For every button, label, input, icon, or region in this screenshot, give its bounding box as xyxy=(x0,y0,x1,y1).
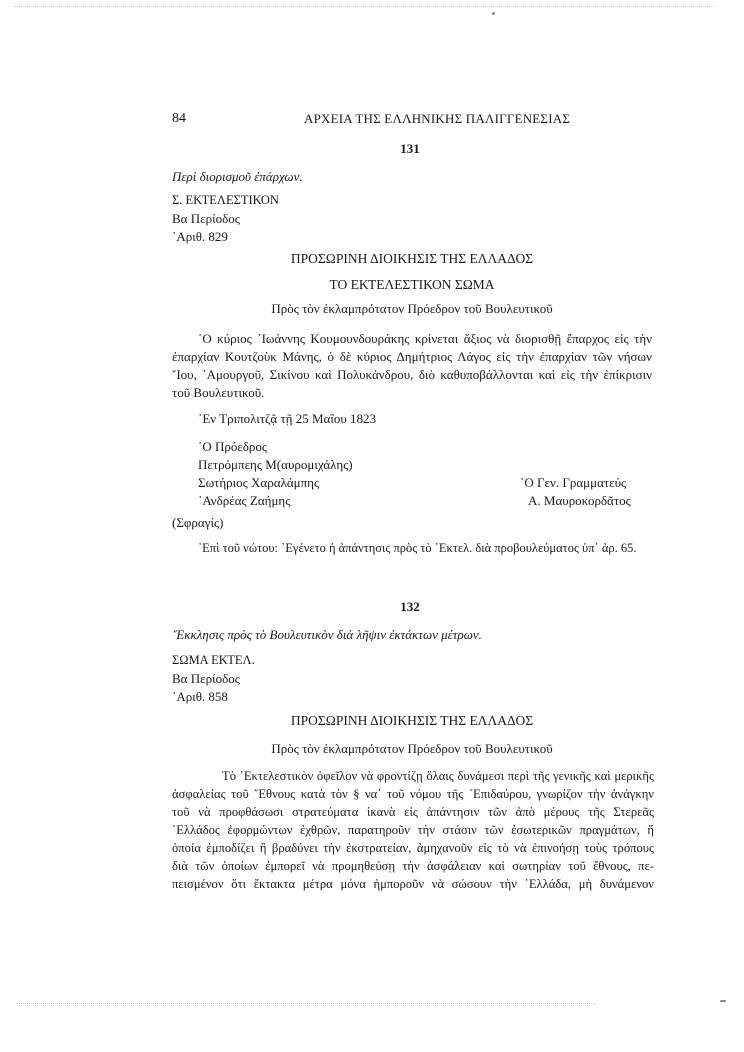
verso-note: ᾿Επὶ τοῦ νώτου: ᾿Εγένετο ἡ ἀπάντησις πρὸς τὸ ᾿Εκτελ. διὰ προβουλεύματος ὑπ᾿ ἀρ. 65. xyxy=(198,541,637,555)
scan-bottom-edge xyxy=(16,1003,596,1004)
document-number-131: 131 xyxy=(400,141,420,156)
heading-provisional-government: ΠΡΟΣΩΡΙΝΗ ΔΙΟΙΚΗΣΙΣ ΤΗΣ ΕΛΛΑΔΟΣ xyxy=(290,251,534,266)
reference-line: Σ. ΕΚΤΕΛΕΣΤΙΚΟΝ xyxy=(172,193,279,207)
reference-line: ᾿Αριθ. 829 xyxy=(172,229,228,244)
scan-speck xyxy=(492,12,495,15)
seal-note: (Σφραγίς) xyxy=(172,515,224,530)
document-number-132: 132 xyxy=(400,599,420,614)
signature-line: Πετρόμπεης Μ(αυρομιχάλης) xyxy=(198,457,353,472)
body-line: ἐπαρχίαν Κουτζοὺκ Μάνης, ὁ δὲ κύριος Δημήτριος Λάγος εἰς τὴν ἐπαρχίαν τῶν νήσων xyxy=(172,349,652,364)
signature-line-secretary: Α. Μαυροκορδᾶτος xyxy=(528,493,631,508)
body-line: τοῦ νὰ προφθάσωσι στρατεύματα ἱκανὰ εἰς ἀπάντησιν τῶν ἀπὸ μέρους τῆς Στερεᾶς xyxy=(172,805,654,819)
body-line: Τὸ ᾿Εκτελεστικὸν ὀφεῖλον νὰ φροντίζῃ ὅλαις δυνάμεσι περὶ τῆς γενικῆς καὶ μερικῆς xyxy=(222,769,654,783)
body-line: διὰ τῶν ὁποίων ἐμπορεῖ νὰ προμηθεύσῃ τὴν ἀσφάλειαν καὶ σωτηρίαν τοῦ ἔθνους, πε- xyxy=(172,859,654,873)
reference-line: Βα Περίοδος xyxy=(172,671,240,686)
scan-top-edge xyxy=(14,6,714,7)
heading-provisional-government: ΠΡΟΣΩΡΙΝΗ ΔΙΟΙΚΗΣΙΣ ΤΗΣ ΕΛΛΑΔΟΣ xyxy=(290,713,534,728)
address-line: Πρὸς τὸν ἐκλαμπρότατον Πρόεδρον τοῦ Βουλευτικοῦ xyxy=(271,301,553,316)
scan-speck xyxy=(720,1000,726,1002)
date-line: ᾿Εν Τριπολιτζᾷ τῇ 25 Μαΐου 1823 xyxy=(198,411,377,426)
document-subject-131: Περὶ διορισμοῦ ἐπάρχων. xyxy=(172,169,303,184)
reference-line: Βα Περίοδος xyxy=(172,211,240,226)
document-subject-132: ῎Εκκλησις πρὸς τὸ Βουλευτικὸν διὰ λῆψιν ἐκτάκτων μέτρων. xyxy=(172,627,482,642)
body-line: ῎Ιου, ᾿Αμουργοῦ, Σικίνου καὶ Πολυκάνδρου, διὸ καθυποβάλλονται καὶ εἰς τὴν ἐπίκρισιν xyxy=(172,367,652,382)
signature-line-secretary: ῾Ο Γεν. Γραμματεύς xyxy=(520,475,627,490)
body-line: πεισμένον ὅτι ἔκτακτα μέτρα μόνα ἠμποροῦν νὰ σώσουν τὴν ᾿Ελλάδα, μὴ δυνάμενον xyxy=(172,877,654,891)
running-title: ΑΡΧΕΙΑ ΤΗΣ ΕΛΛΗΝΙΚΗΣ ΠΑΛΙΓΓΕΝΕΣΙΑΣ xyxy=(304,111,571,126)
body-line: ὁποία ἐμποδίζει ἢ βραδύνει τὴν ἐκστρατείαν, ἀμηχανοῦν εἰς τὸ νὰ ἐπινοήσῃ τοὺς τρόπους xyxy=(172,841,654,855)
signature-line: Σωτήριος Χαραλάμπης xyxy=(198,475,320,490)
address-line: Πρὸς τὸν ἐκλαμπρότατον Πρόεδρον τοῦ Βουλευτικοῦ xyxy=(271,741,553,756)
reference-line: ᾿Αριθ. 858 xyxy=(172,689,228,704)
body-line: ἀσφαλείας τοῦ ῎Εθνους κατὰ τὸν § να᾿ τοῦ νόμου τῆς ᾿Επιδαύρου, γνωρίζον τὴν ἀνάγκην xyxy=(172,787,654,801)
signature-line: ᾿Ανδρέας Ζαήμης xyxy=(198,493,291,508)
page-number: 84 xyxy=(172,111,186,126)
heading-executive-body: ΤΟ ΕΚΤΕΛΕΣΤΙΚΟΝ ΣΩΜΑ xyxy=(329,277,495,292)
body-line: ῾Ο κύριος ᾿Ιωάννης Κουμουνδουράκης κρίνεται ἄξιος νὰ διορισθῇ ἔπαρχος εἰς τὴν xyxy=(198,331,652,346)
body-line: τοῦ Βουλευτικοῦ. xyxy=(172,385,265,400)
signature-line: ῾Ο Πρόεδρος xyxy=(198,439,268,454)
reference-line: ΣΩΜΑ ΕΚΤΕΛ. xyxy=(172,653,255,667)
body-line: ῾Ελλάδος ἐφορμώντων ἐχθρῶν, παρατηροῦν τὴν στάσιν τῶν ἐσωτερικῶν πραγμάτων, ἥ xyxy=(172,823,654,837)
